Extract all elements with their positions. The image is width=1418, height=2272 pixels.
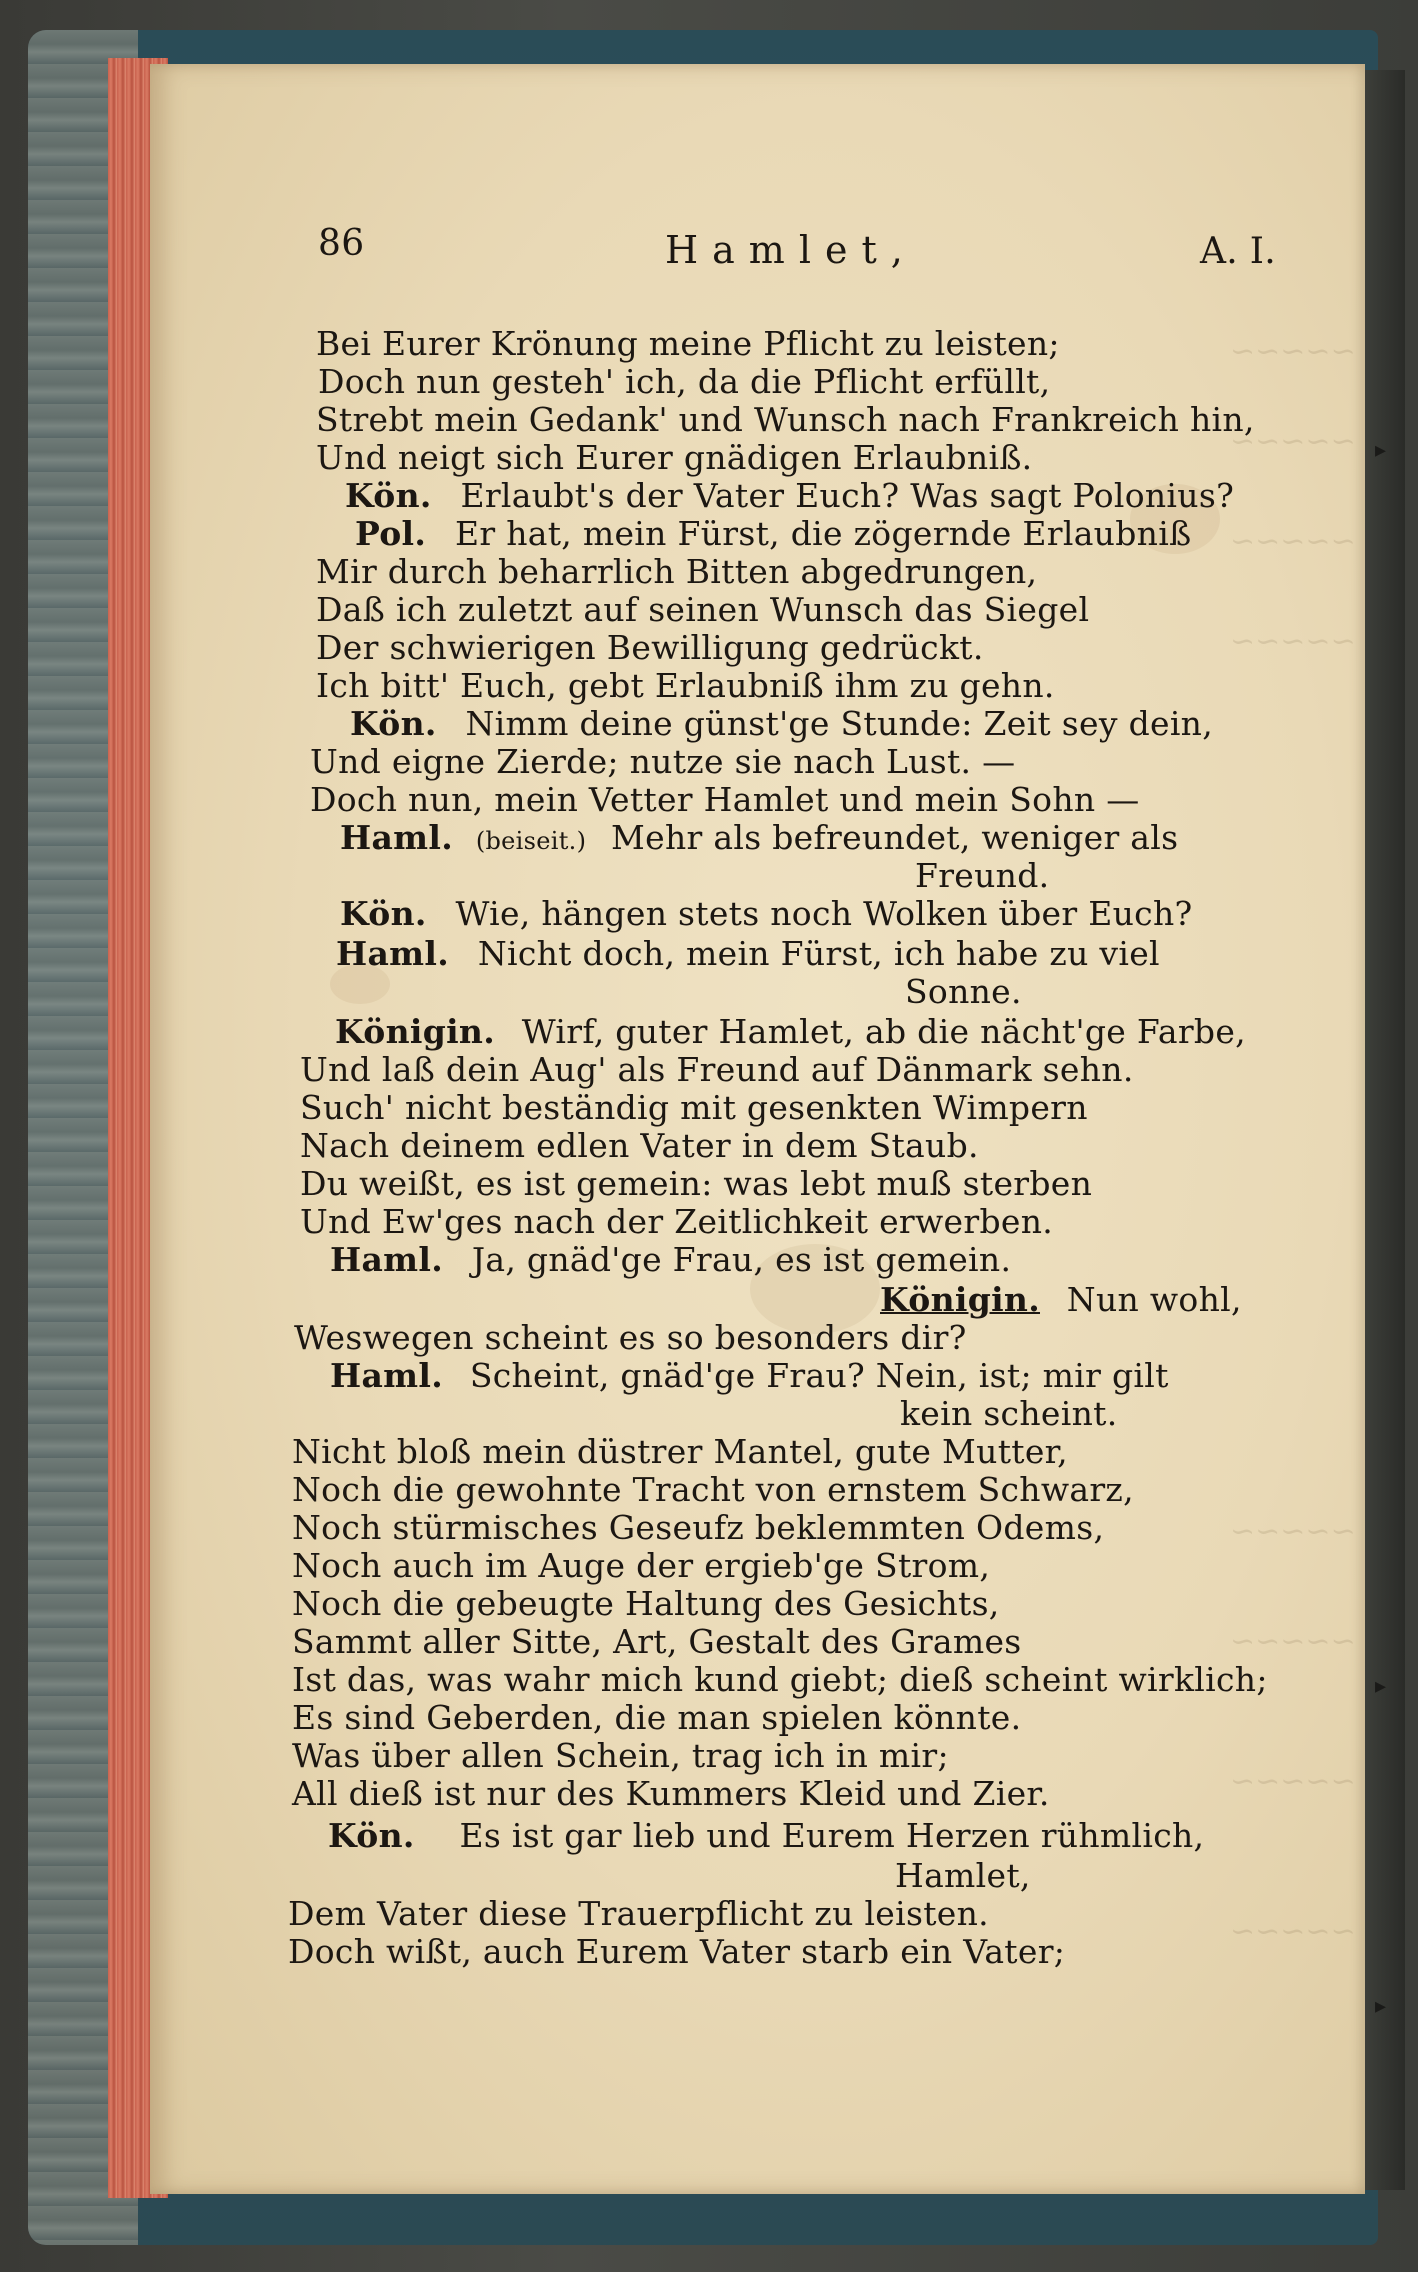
text-line: Sonne. bbox=[905, 972, 1022, 1011]
speaker-label: Kön. bbox=[328, 1816, 415, 1855]
line-text: Mehr als befreundet, weniger als bbox=[611, 818, 1179, 857]
speaker-label: Kön. bbox=[350, 704, 437, 743]
margin-mark: ▸ bbox=[1375, 1994, 1387, 2019]
page-number: 86 bbox=[318, 223, 365, 264]
text-line: Noch stürmisches Geseufz beklemmten Odems, bbox=[292, 1508, 1105, 1547]
text-line: Weswegen scheint es so besonders dir? bbox=[294, 1318, 967, 1357]
text-line: Noch die gewohnte Tracht von ernstem Schwarz, bbox=[292, 1470, 1134, 1509]
gutter-shadow bbox=[1365, 70, 1405, 2190]
text-line: Doch nun, mein Vetter Hamlet und mein Sohn — bbox=[310, 780, 1140, 819]
speaker-label: Haml. bbox=[340, 818, 454, 857]
text-line: Freund. bbox=[915, 856, 1050, 895]
speaker-label: Kön. bbox=[345, 476, 432, 515]
bleed-through-text: ~~~~~ bbox=[1230, 524, 1356, 559]
margin-mark: ▸ bbox=[1375, 438, 1387, 463]
text-line: Sammt aller Sitte, Art, Gestalt des Grames bbox=[292, 1622, 1022, 1661]
line-text: Er hat, mein Fürst, die zögernde Erlaubniß bbox=[454, 514, 1192, 553]
line-text: Erlaubt's der Vater Euch? Was sagt Polonius? bbox=[460, 476, 1235, 515]
text-line: Nicht bloß mein düstrer Mantel, gute Mutter, bbox=[292, 1432, 1068, 1471]
margin-mark: ▸ bbox=[1375, 1674, 1387, 1699]
text-line: Und laß dein Aug' als Freund auf Dänmark sehn. bbox=[300, 1050, 1134, 1089]
dialogue-line bbox=[330, 1358, 1169, 1394]
speaker-label: Pol. bbox=[355, 514, 427, 553]
text-line: Noch die gebeugte Haltung des Gesichts, bbox=[292, 1584, 1000, 1623]
text-line: Und Ew'ges nach der Zeitlichkeit erwerben. bbox=[300, 1202, 1054, 1241]
text-line: Du weißt, es ist gemein: was lebt muß sterben bbox=[300, 1164, 1093, 1203]
speaker-label: Kön. bbox=[340, 894, 427, 933]
speaker-label: Haml. bbox=[330, 1356, 444, 1395]
text-line: Mir durch beharrlich Bitten abgedrungen, bbox=[316, 552, 1038, 591]
bleed-through-text: ~~~~~ bbox=[1230, 334, 1356, 369]
line-text: Scheint, gnäd'ge Frau? Nein, ist; mir gilt bbox=[469, 1356, 1169, 1395]
dialogue-line bbox=[345, 478, 1234, 514]
text-line: Der schwierigen Bewilligung gedrückt. bbox=[316, 628, 984, 667]
text-line: Ich bitt' Euch, gebt Erlaubniß ihm zu gehn. bbox=[316, 666, 1055, 705]
line-text: Nicht doch, mein Fürst, ich habe zu viel bbox=[477, 934, 1160, 973]
line-text: Wirf, guter Hamlet, ab die nächt'ge Farbe, bbox=[521, 1012, 1246, 1051]
text-line: Daß ich zuletzt auf seinen Wunsch das Siegel bbox=[316, 590, 1090, 629]
running-title: Hamlet, bbox=[665, 228, 917, 272]
text-line: Strebt mein Gedank' und Wunsch nach Frankreich hin, bbox=[316, 400, 1255, 439]
dialogue-line bbox=[336, 936, 1160, 972]
dialogue-line bbox=[340, 896, 1193, 932]
dialogue-line bbox=[330, 1242, 1011, 1278]
dialogue-line bbox=[328, 1818, 1204, 1854]
text-line: Was über allen Schein, trag ich in mir; bbox=[292, 1736, 949, 1775]
line-text: Es ist gar lieb und Eurem Herzen rühmlich, bbox=[459, 1816, 1205, 1855]
act-marker: A. I. bbox=[1200, 231, 1277, 272]
text-line: Noch auch im Auge der ergieb'ge Strom, bbox=[292, 1546, 991, 1585]
dialogue-line bbox=[335, 1014, 1246, 1050]
text-line: Dem Vater diese Trauerpflicht zu leisten. bbox=[288, 1894, 989, 1933]
bleed-through-text: ~~~~~ bbox=[1230, 424, 1356, 459]
bleed-through-text: ~~~~~ bbox=[1230, 1914, 1356, 1949]
text-line: kein scheint. bbox=[900, 1394, 1118, 1433]
line-text: Nun wohl, bbox=[1066, 1280, 1242, 1319]
line-text: Nimm deine günst'ge Stunde: Zeit sey dein, bbox=[465, 704, 1214, 743]
text-line: Ist das, was wahr mich kund giebt; dieß scheint wirklich; bbox=[292, 1660, 1268, 1699]
dialogue-line bbox=[880, 1282, 1242, 1318]
text-line: All dieß ist nur des Kummers Kleid und Zier. bbox=[292, 1774, 1050, 1813]
text-line: Doch wißt, auch Eurem Vater starb ein Vater; bbox=[288, 1932, 1066, 1971]
stage-direction: (beiseit.) bbox=[475, 827, 587, 855]
bleed-through-text: ~~~~~ bbox=[1230, 1764, 1356, 1799]
bleed-through-text: ~~~~~ bbox=[1230, 1624, 1356, 1659]
text-line: Und neigt sich Eurer gnädigen Erlaubniß. bbox=[316, 438, 1033, 477]
text-line: Hamlet, bbox=[895, 1856, 1031, 1895]
text-line: Doch nun gesteh' ich, da die Pflicht erfüllt, bbox=[318, 362, 1051, 401]
speaker-label: Haml. bbox=[336, 934, 450, 973]
bleed-through-text: ~~~~~ bbox=[1230, 1514, 1356, 1549]
dialogue-line bbox=[340, 820, 1178, 859]
bleed-through-text: ~~~~~ bbox=[1230, 624, 1356, 659]
speaker-label: Haml. bbox=[330, 1240, 444, 1279]
speaker-label: Königin. bbox=[880, 1280, 1040, 1319]
text-line: Und eigne Zierde; nutze sie nach Lust. — bbox=[310, 742, 1016, 781]
speaker-label: Königin. bbox=[335, 1012, 495, 1051]
dialogue-line bbox=[350, 706, 1213, 742]
text-line: Es sind Geberden, die man spielen könnte. bbox=[292, 1698, 1022, 1737]
text-line: Bei Eurer Krönung meine Pflicht zu leisten; bbox=[316, 324, 1060, 363]
text-line: Such' nicht beständig mit gesenkten Wimpern bbox=[300, 1088, 1088, 1127]
line-text: Ja, gnäd'ge Frau, es ist gemein. bbox=[471, 1240, 1012, 1279]
line-text: Wie, hängen stets noch Wolken über Euch? bbox=[455, 894, 1193, 933]
text-line: Nach deinem edlen Vater in dem Staub. bbox=[300, 1126, 979, 1165]
dialogue-line bbox=[355, 516, 1191, 552]
